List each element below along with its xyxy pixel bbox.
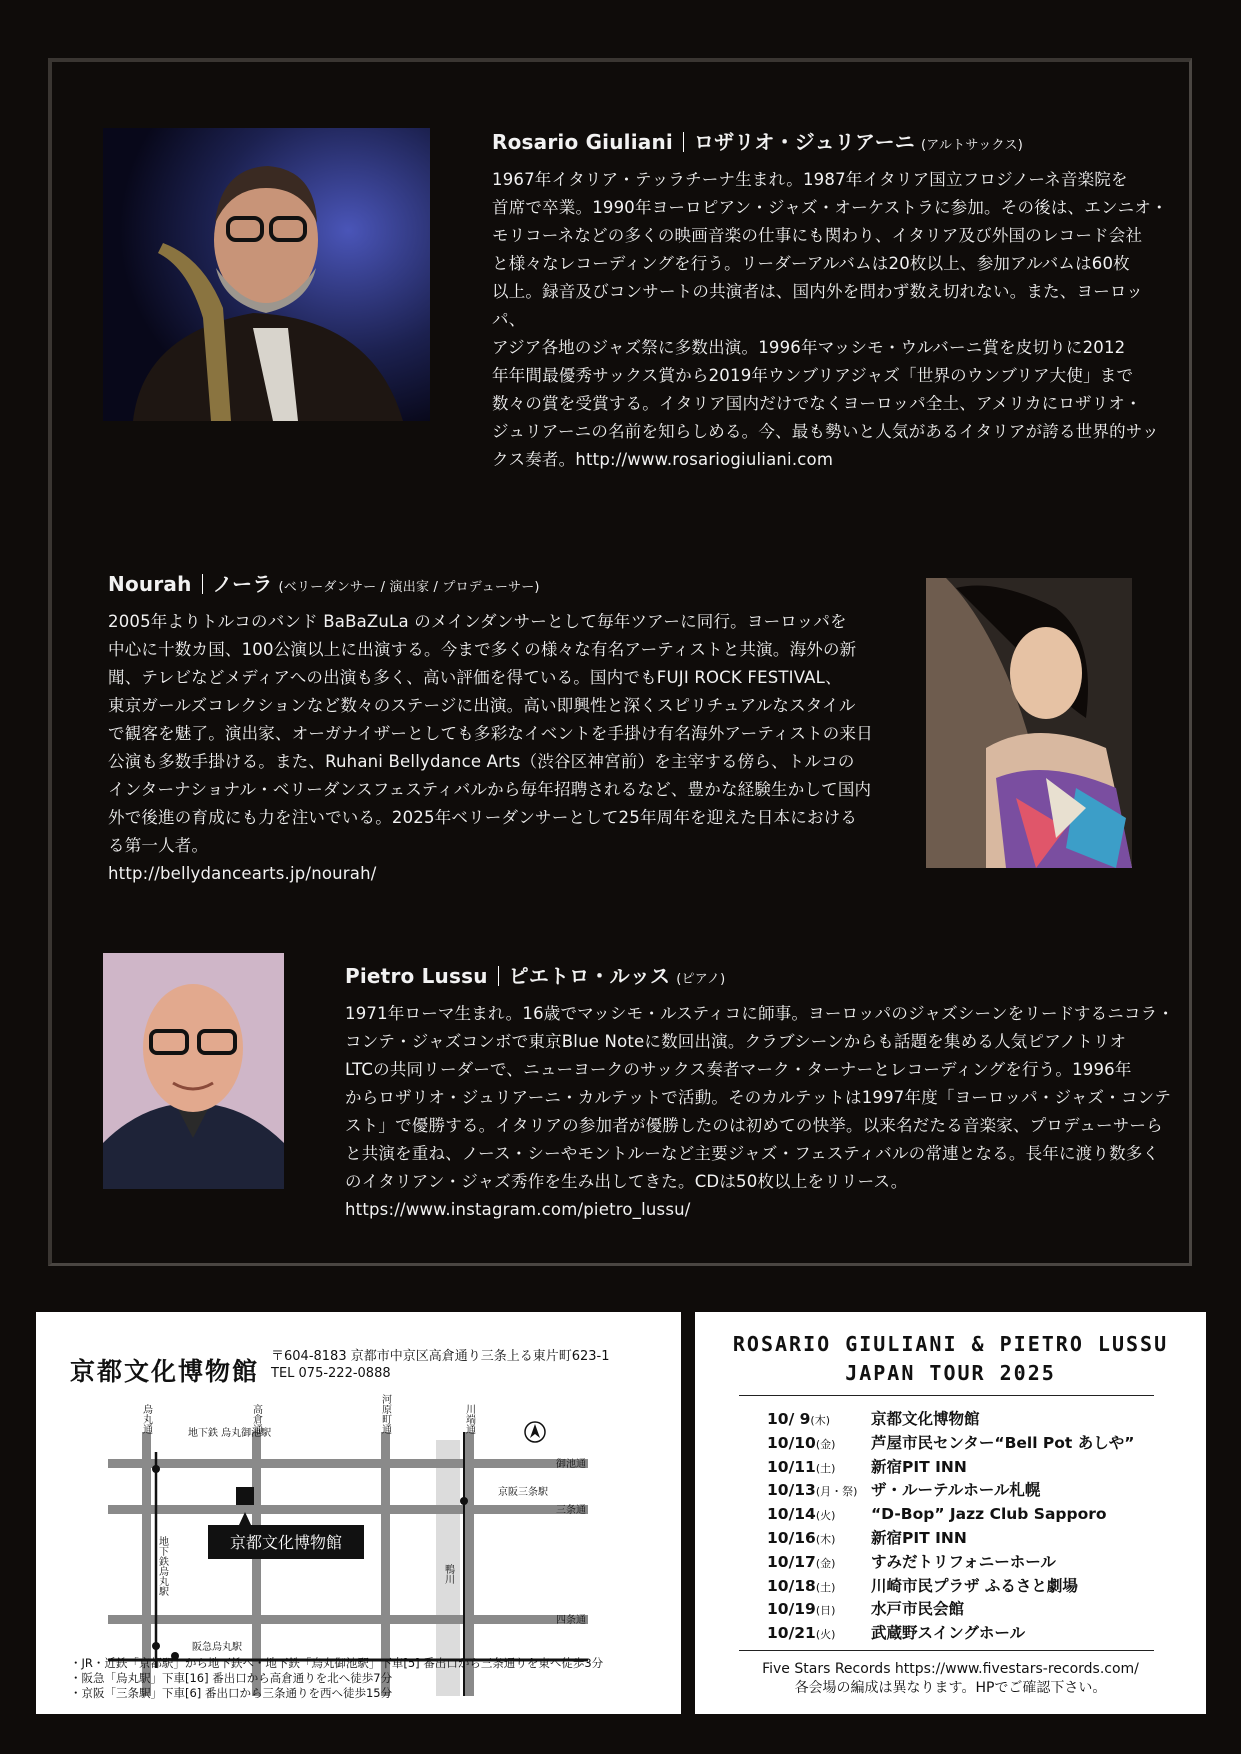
divider xyxy=(739,1650,1154,1651)
schedule-row: 10/19(日) 水戸市民会館 xyxy=(767,1600,965,1619)
map-museum-label: 京都文化博物館 xyxy=(229,1533,343,1552)
rosario-giuliani-name: Rosario Giuliani ロザリオ・ジュリアーニ (アルトサックス) xyxy=(492,130,1024,154)
rosario-giuliani-photo xyxy=(103,128,430,421)
rosario-giuliani-bio xyxy=(492,128,1172,474)
divider xyxy=(739,1395,1154,1396)
schedule-row: 10/17(金) すみだトリフォニーホール xyxy=(767,1552,1056,1571)
nourah-name: Nourah ノーラ (ベリーダンサー / 演出家 / プロデューサー) xyxy=(108,572,540,596)
tour-title: ROSARIO GIULIANI & PIETRO LUSSU JAPAN TOUR 2025 xyxy=(732,1332,1169,1385)
pietro-lussu-bio xyxy=(345,962,1175,1224)
schedule-row: 10/21(火) 武蔵野スイングホール xyxy=(767,1624,1026,1643)
north-arrow-icon xyxy=(530,1424,540,1438)
schedule-row: 10/11(土) 新宿PIT INN xyxy=(767,1457,967,1476)
nourah-photo xyxy=(926,578,1132,868)
pietro-lussu-name: Pietro Lussu ピエトロ・ルッス (ピアノ) xyxy=(345,964,726,988)
tour-footer: Five Stars Records https://www.fivestars-records.com/ 各会場の編成は異なります。HPでご確認下さい。 xyxy=(695,1660,1206,1698)
nourah-bio xyxy=(108,570,888,888)
map-keihan-sanjo-label: 京阪三条駅 xyxy=(498,1487,548,1498)
name-separator xyxy=(498,966,499,986)
schedule-row: 10/10(金) 芦屋市民センター“Bell Pot あしや” xyxy=(767,1433,1135,1452)
map-shijo-label: 四条通 xyxy=(556,1615,586,1626)
venue-address: 〒604-8183 京都市中京区高倉通り三条上る東片町623-1 TEL 075-222-0888 xyxy=(271,1349,610,1381)
schedule-row: 10/18(土) 川崎市民プラザ ふるさと劇場 xyxy=(767,1576,1078,1595)
venue-map-panel xyxy=(36,1312,681,1714)
pietro-lussu-bio-text: 1971年ローマ生まれ。16歳でマッシモ・ルスティコに師事。ヨーロッパのジャズシーンをリードするニコラ・ コンテ・ジャズコンボで東京Blue Noteに数回出演。クラブシーンからも話題を集める人気ピアノトリオ LTCの共同リーダーで、ニューヨークのサックス奏者マーク・ターナーとレコーディングを行う。1996年 からロザリオ・ジュリアーニ・カルテットで活動。そのカルテットは1997年度「ヨーロッパ・ジャズ・コンテ スト」で優勝する。イタリアの参加者が優勝したのは初めての快挙。以来名だたる音楽家、プロデューサーら と共演を重ね、ノース・シーやモントルーなど主要ジャズ・フェスティバルの常連となる。長年に渡り数多く のイタリアン・ジャズ秀作を生み出してきた。CDは50枚以上をリリース。 https://www.instagram.com/pietro_lussu/ xyxy=(345,1004,1175,1219)
map-oike-label: 御池通 xyxy=(556,1459,586,1470)
schedule-row: 10/ 9(木) 京都文化博物館 xyxy=(767,1410,980,1428)
name-separator xyxy=(683,132,684,152)
tour-schedule xyxy=(767,1408,1134,1646)
map-kamogawa-label: 鴨川 xyxy=(442,1564,454,1584)
map-subway-karasuma-label: 地下鉄烏丸駅 xyxy=(156,1536,168,1596)
name-separator xyxy=(202,574,203,594)
label-link[interactable]: Five Stars Records https://www.fivestars-records.com/ xyxy=(762,1661,1139,1677)
schedule-row: 10/14(火) “D-Bop” Jazz Club Sapporo xyxy=(767,1505,1107,1524)
map-takakura-label: 高倉通 xyxy=(250,1404,262,1434)
map-kawabata-label: 川端通 xyxy=(463,1404,475,1434)
rosario-giuliani-bio-text: 1967年イタリア・テッラチーナ生まれ。1987年イタリア国立フロジノーネ音楽院を 首席で卒業。1990年ヨーロピアン・ジャズ・オーケストラに参加。その後は、エンニオ・ モリコーネなどの多くの映画音楽の仕事にも関わり、イタリア及び外国のレコード会社 と様々なレコーディングを行う。リーダーアルバムは20枚以上、参加アルバムは60枚 以上。録音及びコンサートの共演者は、国内外を問わず数え切れない。また、ヨーロッパ、 アジア各地のジャズ祭に多数出演。1996年マッシモ・ウルバーニ賞を皮切りに2012 年年間最優秀サックス賞から2019年ウンブリアジャズ「世界のウンブリア大使」まで 数々の賞を受賞する。イタリア国内だけでなくヨーロッパ全土、アメリカにロザリオ・ ジュリアーニの名前を知らしめる。今、最も勢いと人気があるイタリアが誇る世界的サッ クス奏者。http://www.rosariogiuliani.com xyxy=(492,170,1168,469)
venue-title: 京都文化博物館 xyxy=(70,1357,260,1386)
tour-panel xyxy=(695,1312,1206,1714)
nourah-bio-text: 2005年よりトルコのバンド BaBaZuLa のメインダンサーとして毎年ツアーに同行。ヨーロッパを 中心に十数カ国、100公演以上に出演する。今まで多くの様々な有名アーティストと共演。海外の新 聞、テレビなどメディアへの出演も多く、高い評価を得ている。国内でもFUJI ROCK FESTIVAL、 東京ガールズコレクションなど数々のステージに出演。高い即興性と深くスピリチュアルなスタイル で観客を魅了。演出家、オーガナイザーとしても多彩なイベントを手掛け有名海外アーティストの来日 公演も多数手掛ける。また、Ruhani Bellydance Arts（渋谷区神宮前）を主宰する傍ら、トルコの インターナショナル・ベリーダンスフェスティバルから毎年招聘されるなど、豊かな経験生かして国内 外で後進の育成にも力を注いでいる。2025年ベリーダンサーとして25年周年を迎えた日本における る第一人者。 http://bellydancearts.jp/nourah/ xyxy=(108,612,873,883)
map-subway-oike-label: 地下鉄 烏丸御池駅 xyxy=(188,1428,272,1439)
access-notes: ・JR・近鉄「京都駅」から地下鉄へ・地下鉄「烏丸御池駅」下車[5] 番出口から三条通りを東へ徒歩3分 ・阪急「烏丸駅」下車[16] 番出口から高倉通りを北へ徒歩7分 ・京阪「三条駅」下車[6] 番出口から三条通りを西へ徒歩15分 xyxy=(70,1656,604,1700)
map-hankyu-karasuma-label: 阪急烏丸駅 xyxy=(192,1642,242,1653)
pietro-lussu-photo xyxy=(103,953,284,1189)
map-karasuma-label: 烏丸通 xyxy=(140,1404,152,1434)
map-kawaramachi-label: 河原町通 xyxy=(379,1394,391,1434)
schedule-row: 10/16(木) 新宿PIT INN xyxy=(767,1528,967,1547)
venue-map xyxy=(36,1312,681,1714)
map-sanjo-label: 三条通 xyxy=(556,1505,586,1516)
schedule-row: 10/13(月・祭) ザ・ルーテルホール札幌 xyxy=(767,1481,1041,1500)
